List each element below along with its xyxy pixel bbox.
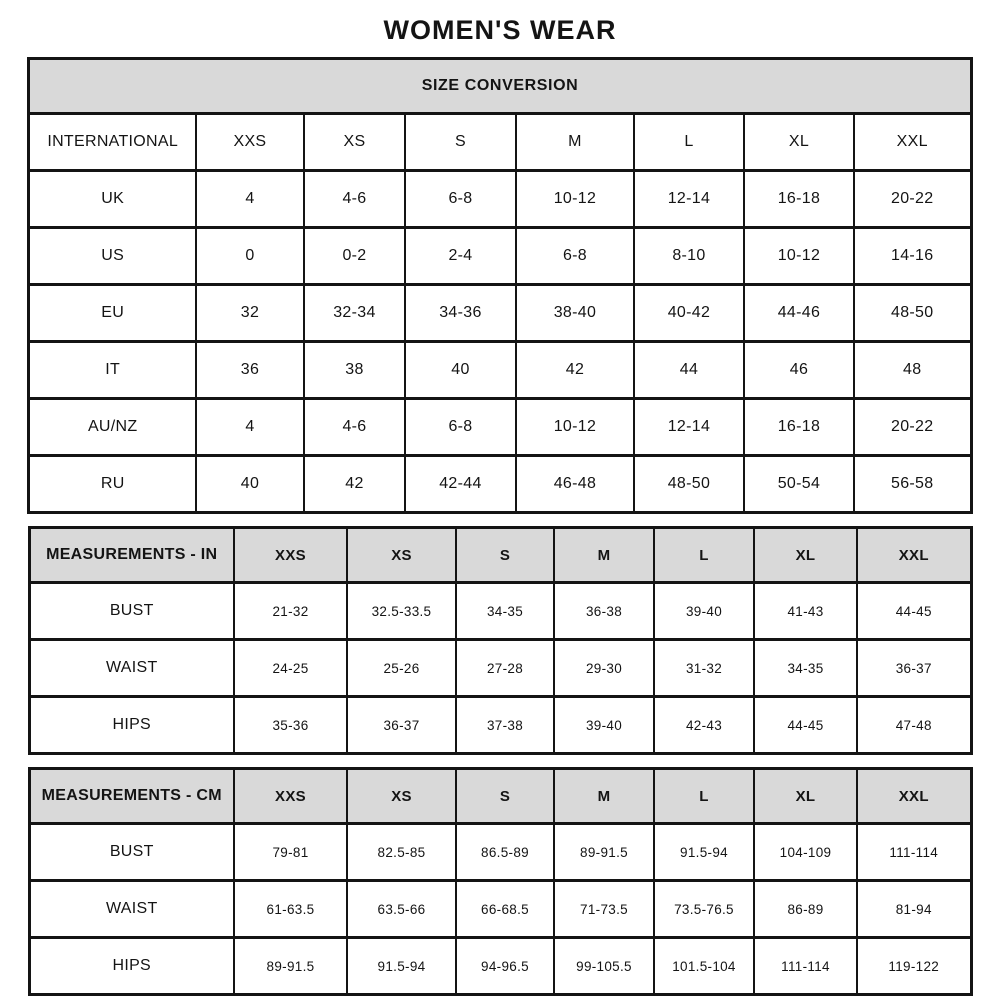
table-cell: 37-38 — [456, 697, 554, 754]
table-cell: 39-40 — [554, 697, 654, 754]
table-cell: 56-58 — [854, 456, 971, 513]
table-row-bust-in — [29, 583, 971, 640]
row-label-eu: EU — [29, 285, 196, 342]
table-cell: 36-37 — [857, 640, 971, 697]
table-cell: 34-35 — [754, 640, 857, 697]
table-cell: 8-10 — [634, 228, 744, 285]
table-row-ru — [29, 456, 971, 513]
table-row-us — [29, 228, 971, 285]
table-cell: 81-94 — [857, 881, 971, 938]
table-cell: 14-16 — [854, 228, 971, 285]
table-cell: 10-12 — [516, 399, 634, 456]
col-header-s: S — [456, 769, 554, 824]
table-row-waist-cm — [29, 881, 971, 938]
measurements-in-table — [28, 526, 973, 755]
col-header-xxl: XXL — [857, 769, 971, 824]
page-title: WOMEN'S WEAR — [383, 15, 617, 45]
col-header-international: INTERNATIONAL — [29, 114, 196, 171]
row-label-bust: BUST — [29, 824, 234, 881]
col-header-l: L — [654, 528, 754, 583]
table-row-bust-cm — [29, 824, 971, 881]
table-cell: 71-73.5 — [554, 881, 654, 938]
col-header-xxs: XXS — [234, 528, 347, 583]
row-label-uk: UK — [29, 171, 196, 228]
table-cell: 16-18 — [744, 399, 854, 456]
table-cell: 40 — [196, 456, 304, 513]
table-cell: 24-25 — [234, 640, 347, 697]
table-cell: 42-44 — [405, 456, 516, 513]
col-header-m: M — [516, 114, 634, 171]
measurements-cm-header: MEASUREMENTS - CM — [29, 769, 234, 824]
table-cell: 12-14 — [634, 171, 744, 228]
table-cell: 119-122 — [857, 938, 971, 995]
table-cell: 104-109 — [754, 824, 857, 881]
col-header-xxs: XXS — [196, 114, 304, 171]
table-cell: 25-26 — [347, 640, 456, 697]
table-cell: 86.5-89 — [456, 824, 554, 881]
table-cell: 36-38 — [554, 583, 654, 640]
table-cell: 4 — [196, 399, 304, 456]
table-cell: 39-40 — [654, 583, 754, 640]
table-cell: 34-35 — [456, 583, 554, 640]
table-cell: 27-28 — [456, 640, 554, 697]
table-cell: 82.5-85 — [347, 824, 456, 881]
col-header-l: L — [634, 114, 744, 171]
col-header-xs: XS — [347, 769, 456, 824]
table-cell: 42-43 — [654, 697, 754, 754]
table-cell: 6-8 — [405, 399, 516, 456]
table-cell: 89-91.5 — [554, 824, 654, 881]
table-row-eu — [29, 285, 971, 342]
col-header-xl: XL — [744, 114, 854, 171]
table-row-it — [29, 342, 971, 399]
table-cell: 44-45 — [754, 697, 857, 754]
table-row — [29, 114, 971, 171]
table-cell: 40-42 — [634, 285, 744, 342]
table-cell: 36 — [196, 342, 304, 399]
table-cell: 99-105.5 — [554, 938, 654, 995]
table-cell: 2-4 — [405, 228, 516, 285]
table-cell: 32-34 — [304, 285, 405, 342]
table-cell: 86-89 — [754, 881, 857, 938]
table-cell: 44-45 — [857, 583, 971, 640]
table-row-aunz — [29, 399, 971, 456]
table-cell: 20-22 — [854, 171, 971, 228]
col-header-l: L — [654, 769, 754, 824]
table-cell: 21-32 — [234, 583, 347, 640]
table-cell: 34-36 — [405, 285, 516, 342]
table-cell: 0 — [196, 228, 304, 285]
table-cell: 38 — [304, 342, 405, 399]
table-cell: 10-12 — [516, 171, 634, 228]
col-header-xl: XL — [754, 769, 857, 824]
table-cell: 32.5-33.5 — [347, 583, 456, 640]
table-cell: 63.5-66 — [347, 881, 456, 938]
measurements-in-header: MEASUREMENTS - IN — [29, 528, 234, 583]
col-header-m: M — [554, 769, 654, 824]
row-label-waist: WAIST — [29, 881, 234, 938]
row-label-bust: BUST — [29, 583, 234, 640]
table-cell: 44-46 — [744, 285, 854, 342]
table-cell: 101.5-104 — [654, 938, 754, 995]
table-cell: 91.5-94 — [347, 938, 456, 995]
table-cell: 111-114 — [857, 824, 971, 881]
table-row-waist-in — [29, 640, 971, 697]
col-header-xl: XL — [754, 528, 857, 583]
col-header-xxl: XXL — [857, 528, 971, 583]
table-cell: 0-2 — [304, 228, 405, 285]
table-cell: 36-37 — [347, 697, 456, 754]
table-cell: 91.5-94 — [654, 824, 754, 881]
table-cell: 4-6 — [304, 399, 405, 456]
size-conversion-header: SIZE CONVERSION — [29, 59, 971, 114]
table-cell: 66-68.5 — [456, 881, 554, 938]
col-header-xs: XS — [347, 528, 456, 583]
table-cell: 47-48 — [857, 697, 971, 754]
col-header-m: M — [554, 528, 654, 583]
table-cell: 44 — [634, 342, 744, 399]
table-cell: 48-50 — [854, 285, 971, 342]
col-header-xxs: XXS — [234, 769, 347, 824]
col-header-xs: XS — [304, 114, 405, 171]
table-cell: 73.5-76.5 — [654, 881, 754, 938]
table-cell: 79-81 — [234, 824, 347, 881]
table-cell: 6-8 — [516, 228, 634, 285]
row-label-hips: HIPS — [29, 697, 234, 754]
row-label-it: IT — [29, 342, 196, 399]
size-conversion-table — [27, 57, 972, 514]
table-cell: 41-43 — [754, 583, 857, 640]
row-label-us: US — [29, 228, 196, 285]
table-cell: 4 — [196, 171, 304, 228]
table-row — [29, 769, 971, 824]
measurements-cm-table — [28, 767, 973, 996]
table-cell: 46-48 — [516, 456, 634, 513]
col-header-s: S — [456, 528, 554, 583]
table-cell: 50-54 — [744, 456, 854, 513]
row-label-ru: RU — [29, 456, 196, 513]
table-cell: 46 — [744, 342, 854, 399]
row-label-waist: WAIST — [29, 640, 234, 697]
table-cell: 61-63.5 — [234, 881, 347, 938]
table-cell: 48 — [854, 342, 971, 399]
table-row — [29, 59, 971, 114]
table-cell: 31-32 — [654, 640, 754, 697]
table-cell: 94-96.5 — [456, 938, 554, 995]
table-cell: 35-36 — [234, 697, 347, 754]
table-row-hips-cm — [29, 938, 971, 995]
col-header-s: S — [405, 114, 516, 171]
table-row — [29, 528, 971, 583]
row-label-aunz: AU/NZ — [29, 399, 196, 456]
table-cell: 10-12 — [744, 228, 854, 285]
table-cell: 16-18 — [744, 171, 854, 228]
table-cell: 29-30 — [554, 640, 654, 697]
table-row-hips-in — [29, 697, 971, 754]
table-cell: 20-22 — [854, 399, 971, 456]
table-cell: 48-50 — [634, 456, 744, 513]
table-cell: 4-6 — [304, 171, 405, 228]
table-row-uk — [29, 171, 971, 228]
row-label-hips: HIPS — [29, 938, 234, 995]
table-cell: 12-14 — [634, 399, 744, 456]
table-cell: 42 — [516, 342, 634, 399]
table-cell: 32 — [196, 285, 304, 342]
col-header-xxl: XXL — [854, 114, 971, 171]
table-cell: 38-40 — [516, 285, 634, 342]
table-cell: 40 — [405, 342, 516, 399]
table-cell: 6-8 — [405, 171, 516, 228]
table-cell: 89-91.5 — [234, 938, 347, 995]
table-cell: 42 — [304, 456, 405, 513]
table-cell: 111-114 — [754, 938, 857, 995]
